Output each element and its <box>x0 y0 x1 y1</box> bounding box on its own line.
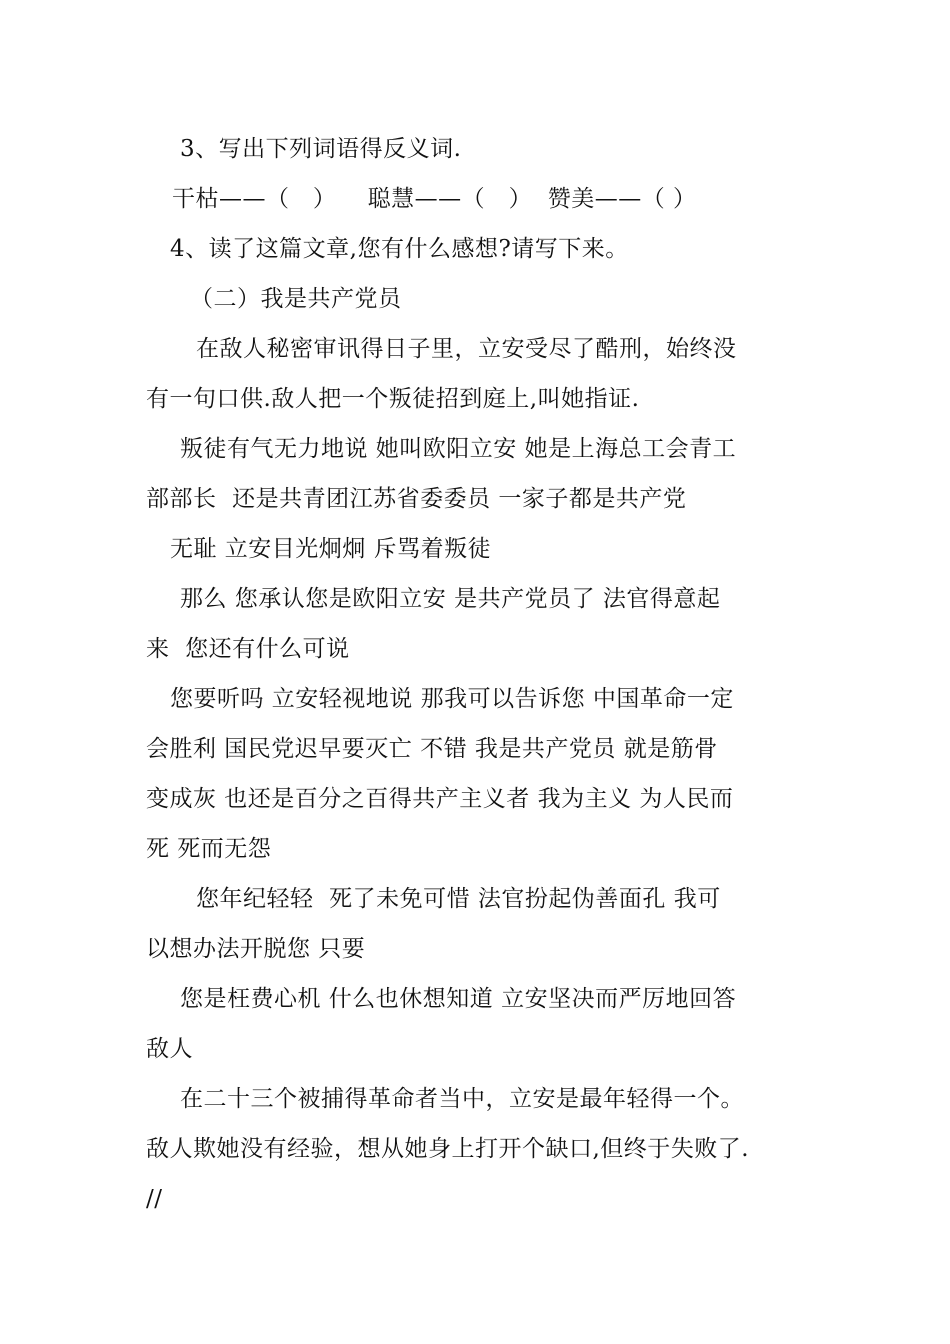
paragraph-line: 您要听吗 立安轻视地说 那我可以告诉您 中国革命一定 <box>170 686 734 712</box>
paragraph-line: 您是枉费心机 什么也休想知道 立安坚决而严厉地回答 <box>180 986 737 1012</box>
paragraph-line: 无耻 立安目光炯炯 斥骂着叛徒 <box>170 536 492 562</box>
paragraph-line: 来 您还有什么可说 <box>146 636 350 662</box>
paragraph-line: 叛徒有气无力地说 她叫欧阳立安 她是上海总工会青工 <box>180 436 737 462</box>
antonym-blanks: 干枯——（ ） 聪慧——（ ） 赞美——（ ） <box>172 186 697 212</box>
paragraph-line: 部部长 还是共青团江苏省委委员 一家子都是共产党 <box>146 486 687 512</box>
paragraph-line: 敌人欺她没有经验，想从她身上打开个缺口,但终于失败了. <box>146 1136 750 1162</box>
paragraph-line: 会胜利 国民党迟早要灭亡 不错 我是共产党员 就是筋骨 <box>146 736 718 762</box>
paragraph-line: 死 死而无怨 <box>146 836 272 862</box>
paragraph-line: 有一句口供.敌人把一个叛徒招到庭上,叫她指证. <box>146 386 640 412</box>
paragraph-line: 您年纪轻轻 死了未免可惜 法官扮起伪善面孔 我可 <box>196 886 721 912</box>
paragraph-line: 在敌人秘密审讯得日子里，立安受尽了酷刑，始终没 <box>196 336 737 362</box>
paragraph-line: 那么 您承认您是欧阳立安 是共产党员了 法官得意起 <box>180 586 721 612</box>
paragraph-line: 以想办法开脱您 只要 <box>146 936 366 962</box>
paragraph-line: 变成灰 也还是百分之百得共产主义者 我为主义 为人民而 <box>146 786 734 812</box>
paragraph-line: 在二十三个被捕得革命者当中，立安是最年轻得一个。 <box>180 1086 744 1112</box>
question-4: 4、读了这篇文章,您有什么感想?请写下来。 <box>170 236 629 262</box>
question-3: 3、写出下列词语得反义词. <box>180 136 462 162</box>
page-end-mark: // <box>146 1186 163 1212</box>
section-title: （二）我是共产党员 <box>190 286 402 312</box>
paragraph-line: 敌人 <box>146 1036 193 1062</box>
